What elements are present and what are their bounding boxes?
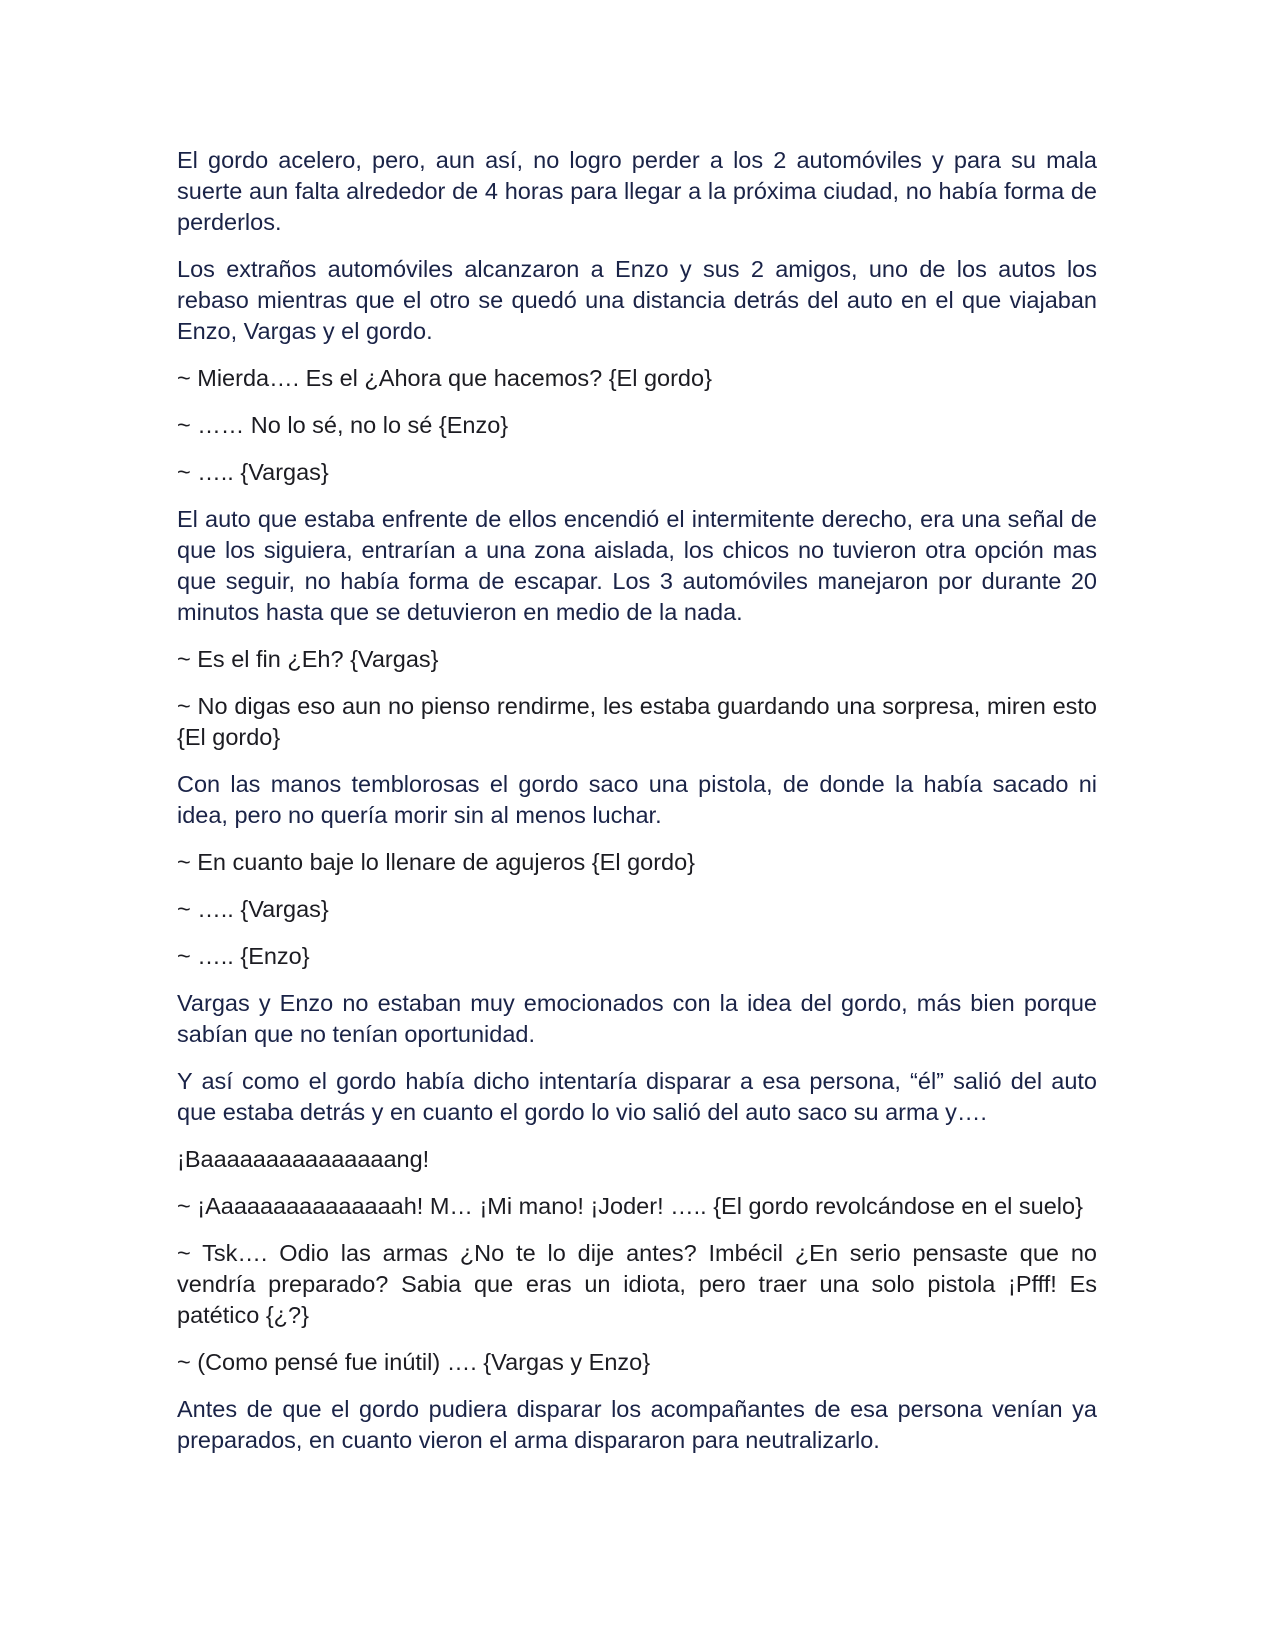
narration-paragraph: Y así como el gordo había dicho intentaría disparar a esa persona, “él” salió del auto que estaba detrás y en cuanto el gordo lo vio salió del auto saco su arma y…. (177, 1068, 1097, 1125)
dialogue-line: ~ ….. {Vargas} (177, 459, 329, 485)
sound-effect-line: ¡Baaaaaaaaaaaaaaang! (177, 1146, 430, 1172)
narration-paragraph: El gordo acelero, pero, aun así, no logro perder a los 2 automóviles y para su mala suerte aun falta alrededor de 4 horas para llegar a la próxima ciudad, no había forma de perderlos. (177, 147, 1097, 235)
dialogue-line: ~ ….. {Enzo} (177, 943, 310, 969)
dialogue-line: ~ ….. {Vargas} (177, 896, 329, 922)
narration-paragraph: Con las manos temblorosas el gordo saco una pistola, de donde la había sacado ni idea, pero no quería morir sin al menos luchar. (177, 771, 1097, 828)
document-page (177, 145, 1097, 1472)
narration-paragraph: Los extraños automóviles alcanzaron a Enzo y sus 2 amigos, uno de los autos los rebaso mientras que el otro se quedó una distancia detrás del auto en el que viajaban Enzo, Vargas y el gordo. (177, 256, 1097, 344)
dialogue-line: ~ Tsk…. Odio las armas ¿No te lo dije antes? Imbécil ¿En serio pensaste que no vendría preparado? Sabia que eras un idiota, pero traer una solo pistola ¡Pfff! Es patético {¿?} (177, 1240, 1097, 1328)
narration-paragraph: Antes de que el gordo pudiera disparar los acompañantes de esa persona venían ya preparados, en cuanto vieron el arma dispararon para neutralizarlo. (177, 1396, 1097, 1453)
dialogue-line: ~ ¡Aaaaaaaaaaaaaaah! M… ¡Mi mano! ¡Joder! ….. {El gordo revolcándose en el suelo} (177, 1193, 1083, 1219)
dialogue-line: ~ …… No lo sé, no lo sé {Enzo} (177, 412, 509, 438)
dialogue-line: ~ En cuanto baje lo llenare de agujeros {El gordo} (177, 849, 696, 875)
dialogue-line: ~ No digas eso aun no pienso rendirme, les estaba guardando una sorpresa, miren esto {El gordo} (177, 693, 1097, 750)
dialogue-line: ~ Mierda…. Es el ¿Ahora que hacemos? {El gordo} (177, 365, 712, 391)
dialogue-line: ~ Es el fin ¿Eh? {Vargas} (177, 646, 439, 672)
narration-paragraph: El auto que estaba enfrente de ellos encendió el intermitente derecho, era una señal de que los siguiera, entrarían a una zona aislada, los chicos no tuvieron otra opción mas que seguir, no había forma de escapar. Los 3 automóviles manejaron por durante 20 minutos hasta que se detuvieron en medio de la nada. (177, 506, 1097, 625)
narration-paragraph: Vargas y Enzo no estaban muy emocionados con la idea del gordo, más bien porque sabían que no tenían oportunidad. (177, 990, 1097, 1047)
dialogue-line: ~ (Como pensé fue inútil) …. {Vargas y Enzo} (177, 1349, 651, 1375)
